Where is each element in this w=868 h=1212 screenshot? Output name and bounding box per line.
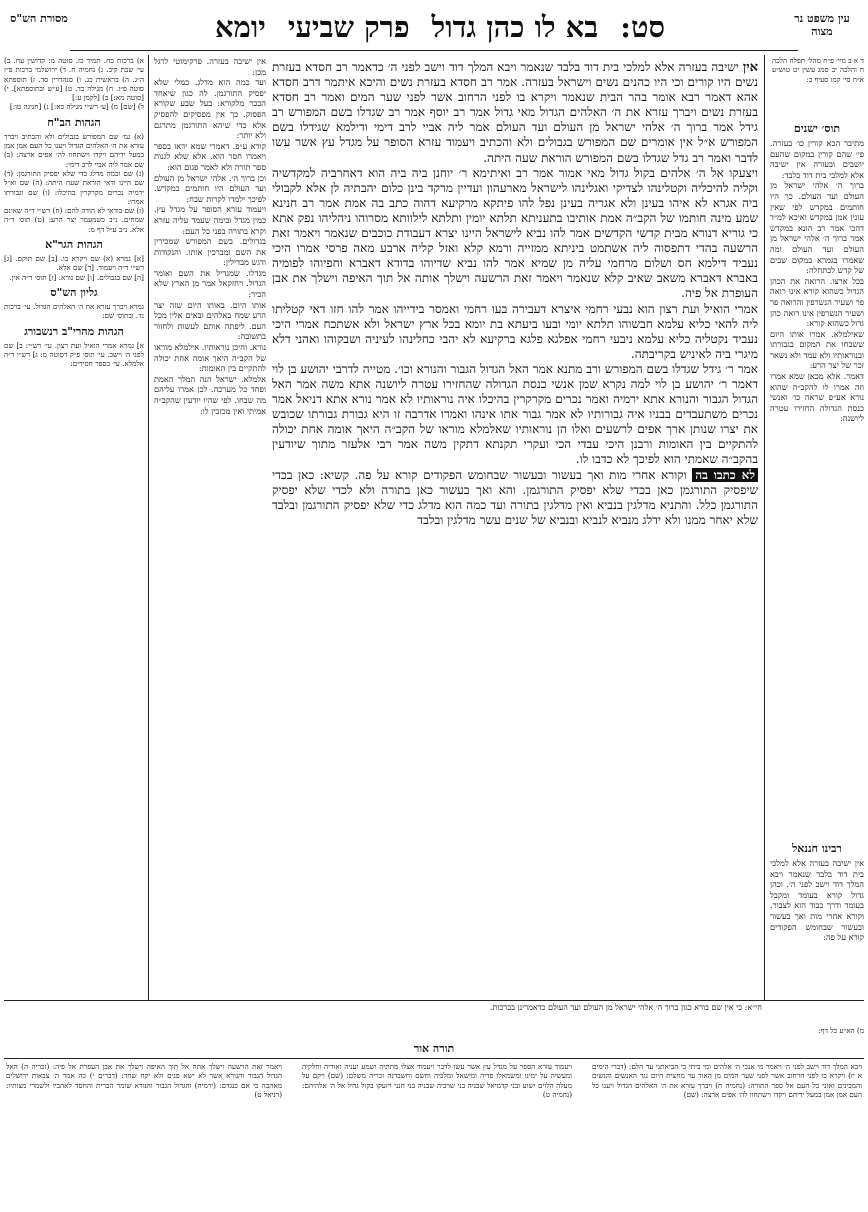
divider-right (764, 55, 765, 1000)
rashi-paragraph: מגדלו. שמגדיל את השם ואומר הגדול. ויחזקאל אמר מן הארץ שלא הכיר: (154, 267, 266, 300)
rashi-paragraph: נורא. והיכן נוראותיו. אילמלא מוראו של הקב״ה היאך אומה אחת יכולה להתקיים בין האומות: (154, 342, 266, 374)
gemara-paragraph: אמר ר׳ גידל שגדלו בשם המפורש ורב מתנא אמר האל הגדול הגבור והנורא וכו׳. מטייה לדרבי יהושע בן לוי דאמר ר׳ יהושע בן לוי למה נקרא שמן אנשי כנסת הגדולה שהחזירו עטרה ליושנה אתא משה אמר האל הגדול הגבור והנורא אתא ירמיה ואמר נכרים מקרקרין בהיכלו איה נוראותיו לא אמר נורא אתא דניאל אמר נכרים משתעבדים בבניו איה גבורותיו לא אמר גבור אתו אינהו ואמרו אדרבה זו היא גבורת גבורתו שכובש את יצרו שנותן ארך אפים לרשעים ואלו הן נוראותיו שאלמלא מוראו של הקב״ה היאך אומה אחת יכולה להתקיים בין האומות ורבנן היכי עבדי הכי ועקרי תקנתא דתקין משה אמר רבי אלעזר מתוך שיודעין בהקב״ה שאמתי הוא לפיכך לא כדבו לו. (272, 361, 758, 467)
torah-or-entry: ויבא המלך דוד וישב לפני ה׳ ויאמר מי אנכי ה׳ אלהים ומי ביתי כי הביאתני עד הלם: (דברי הימים א יז) ויקרא בו לפני הרחוב אשר לפני שער המים מן האור עד מחצית היום נגד האנשים והנשים והמבינים ואזני כל העם אל ספר התורה: (נחמיה ח) ויברך עזרא את ה׳ האלהים הגדול ויענו כל העם אמן אמן במעל ידיהם ויקדו וישתחוו לה׳ אפים ארצה: (שם) (592, 1062, 862, 1099)
masoret-label: מסורת הש"ס (10, 12, 68, 25)
torah-or-title: תורה אור (413, 1042, 455, 1055)
rabbeinu-title: רבינו חננאל (792, 842, 842, 855)
haggahot-hagra-entry: [ה] שם בגבולים. [ו] שם נורא. [ז] תוס׳ ד״ה אין. (9, 272, 144, 282)
gemara-opening-word: אין (742, 60, 758, 75)
chapter-title: בא לו כהן גדול (431, 10, 599, 44)
haggahot-bach-entry: (א) גמ׳ שם המפורש בגבולים ולא והכתיב ויברך עזרא את ה׳ האלהים הגדול ויענו כל העם אמן אמן במעל ידיהם ויקדו וישתחוו לה׳ אפים ארצה: (ב) שם אמר ליה אביי לרב דימי: (4, 131, 144, 169)
ein-mishpat (772, 56, 864, 114)
tosafot-paragraph: שאילמלא. אמרו אותו היום ששבחו את המקום בגבורתו ובנוראותיו ולא עמד ולא נשאר זכר של יצר הרע: (770, 328, 864, 371)
footer-rule (4, 1000, 864, 1001)
header-rule (70, 50, 798, 51)
haggahot-hagra-entry: [א] גמרא (א) שם ויקרא בו. [ב] שם תוקם. [ג] רש״י ד״ה ויעמוד. [ד] שם אלא. (4, 254, 144, 273)
tosafot-paragraph: דאמר. אלא מכאן שמא אמרו וזה אמרו לו להקב״ה שהוא נורא אע״פ שראה כו׳ ואנשי כנסת הגדולה החזירו עטרה ליושנה: (770, 371, 864, 424)
torah-or-entry: ויאמר זאת הרשעה וישלך אתה אל תוך האיפה וישלך את אבן העפרת אל פיה: (זכריה ה) האל הגדול הגבור והנורא אשר לא ישא פנים ולא יקח שחד: (דברים י) כה אמר ה׳ צבאות ירושלים מאהבה כי אם כנגדם: (ירמיה) והגדול הגבור והנורא שומר הברית והחסד לאהביו ולשמרי מצותיו: (דניאל ט) (6, 1062, 282, 1099)
page-header (180, 8, 700, 46)
haggahot-bach-entry: (ז) שם בודאי לא הודה להם: (ח) רש״י ד״ה שאינם שמחים. נ״ב כשמעמר יצר הרע: (ט) תוס׳ ד״ה אלא. נ״ב ע״ל דף מ: (4, 206, 144, 234)
rashi-paragraph: וכן ברוך ה׳. אלהי ישראל מן העולם ועד העולם היו חותמים במקדש. לפיכך ילמדו לקרות שבח: (154, 172, 266, 204)
ein-mishpat-label: עין משפט נר מצוה (794, 12, 850, 38)
footer-note (150, 1003, 762, 1025)
footer-bottom-note: מ) הא״ע כל דף: (818, 1026, 864, 1035)
tosafot-paragraph: ברוך ה׳ אלהי ישראל מן העולם ועד העולם. כך היו חותמים במקדש לפי שאין עונין אמן במקדש ואיכא למ״ד דהכי אמר רב הונא במקדש אמר ברוך ה׳ אלהי ישראל מן העולם ועד העולם ומה שאמרו בגמרא במקום שבים של קדש לכתחלה: (770, 180, 864, 276)
masoret-column (4, 56, 144, 996)
gemara-column (272, 60, 758, 990)
maharsha-entry: א] גמרא אמרי הואיל ועת רצון. עי׳ רש״י: ב] שם לפני ה׳ וישב. עי׳ תוס׳ פ״ק דסוטה מ: ג] רש״י ד״ה אלמלא. עי׳ בספר חסידים: (4, 340, 144, 369)
rashi-paragraph: ועד כמה הוא מדלג. כמלי שלא יפסיק התורגמן. לה כגון שיאחד הבכר מלקורא: בעל שבע שקורא הפסוק. כך אין מפסיקים להפסיק אלא כדי שיהא התורגמן מתרגם ולא יותר: (154, 77, 266, 141)
haggahot-hagra-title: הגהות הגר"א (45, 238, 103, 252)
rabbeinu-chananel (770, 838, 864, 993)
rashi-paragraph: אלמלא. ישראל הנה המלך האמת ופחד כל מערכה. לכן אמרו עליהם מה שבחו. לפי שהיו יודעין שהקב״ה אמיתי ואין מכזבין לו: (154, 373, 266, 416)
gemara-paragraph: אמרי הואיל ועת רצון הוא נבעי רחמי איצרא דעבירה בעו רחמי ואמסר בידייהו אמר להו חזו דאי קטליתו ליה להאי כליא עלמא חבשוהו תלתא יומי ובעו ביעתא בת יומא בכל ארץ ישראל ולא אשתכח אמרי היכי נעביד נקטליה כליא עלמא ניבעי רחמי אפלגא פלגא ברקיעא לא יהבי כחלינהו לעיניה ושבקוהו ואהני דלא מיגרי ביה לאיניש בקריבתה. (272, 301, 758, 361)
torah-or-col-middle (302, 1062, 572, 1202)
rashi-paragraph: בגדולים. בשם המפורש שמכירין את השם ומברכין אותו. והנקודות ודגש מבדילין: (154, 236, 266, 268)
page-number: סט: (620, 10, 665, 44)
gilyon-title: גליון הש"ס (50, 285, 98, 299)
rashi-paragraph: ויעמוד עזרא הסופר על מגדל עץ. כמין מגדל ובימה שעמד עליה עזרא וקרא בתורה בפני כל העם: (154, 204, 266, 236)
gemara-paragraph: ויצעקו אל ה׳ אלהים בקול גדול מאי אמור אמר רב ואיתימא ר׳ יוחנן ביה ביה הוא דאחרביה למקדשיה וקליה להיכליה וקטלינהו לצדיקי ואגלינהו לישראל מארעהון ועדיין מרקד בינן כלום יהבתיה לן אלא לקבולי ביה אגרא לא איהו בעינן ולא אגריה בעינן נפל להו פיתקא מרקיעא דהוה כתב בה אמת אמר רב חנינא שמע מינה חותמו של הקב״ה אמת אותיבו בתעניתא תלתא יומין ותלתא לילוותא מסרוהו ניהליהו נפק אתא כי גוריא דנורא מבית קדשי הקדשים אמר להו נביא לישראל היינו יצרא דעבודת כוכבים שנאמר ויאמר זאת הרשעה בהדי דתפסוה ליה אשתמט ביניתא ממזייה ורמא קלא ואזל קליה ארבע מאה פרסי אמרו היכי נעביד דילמא חס ושלום מרחמי עליה מן שמיא אמר להו נביא שדיוהו בדודא דאברא וחפיוהו לפומיה באברא דאברא משאב שאיב קלא שנאמר ויאמר זאת הרשעה וישלך אותה אל תוך האיפה וישלך את אבן העופרת אל פיה. (272, 165, 758, 301)
haggahot-bach-entry: (ג) שם וכמה מדלג כדי שלא יפסיק התורגמן: (ד) שם היינו ודאי הוראת שעה היתה: (ה) שם וא״ל ירמיה נכרים מקרקרין בהיכלו: (ו) שם וגבורתו אמרו: (4, 168, 144, 206)
masoret-entry: ל) [שם] מ) [ע׳ רש״י מגילה כא:] נ) [חגיגה טו:] (9, 102, 144, 112)
rashi-paragraph: אותו היום. באותו היום שזה יצר הרע שמח באלהים ובאים אליו מכל העם. ליפתה אותם לעשות ולחזור בתשובה: (154, 299, 266, 342)
rashi-paragraph: קורא ע״פ. דאמרי שמא יראו בספר ויאמרו חסר הוא. אלא שלא לגנות ספר תורה ולא לאמר פגום הוא: (154, 140, 266, 172)
tosafot-paragraph: מתיבר הכא קורין כו׳ בעזרה. פי׳ שהם קורין במקום שהעם יושבים ובעזרה אין ישיבה אלא למלכי בית דוד בלבד: (770, 138, 864, 180)
rashi-paragraph: אין ישיבה בעזרה. פרקימוטי לרגל מכן: (154, 56, 266, 77)
maharsha-title: הגהות מהרי"ב רנשבורג (24, 324, 124, 338)
rabbeinu-paragraph: אין ישיבה בעזרה אלא למלכי בית דוד בלבד שנאמר ויבא המלך דוד וישב לפני ה׳. וכהן גדול קורא בעומד ומקבל בעומד ודרך כבוד הוא לצבור. וקורא אחרי מות ואך בעשור ובעשור שבחומש הפקודים קורא על פה: (770, 858, 864, 943)
divider-left (148, 55, 149, 1000)
rashi-column (154, 56, 266, 996)
haggahot-bach-title: הגהות הב"ח (47, 115, 101, 129)
torah-or-entry: ויעמוד עזרא הספר על מגדל עץ אשר עשו לדבר ויעמוד אצלו מתתיה ושמע ועניה ואוריה וחלקיה ומעשיה על ימינו ומשמאלו פדיה ומישאל ומלכיה וחשם וחשבדנה זכריה משלם: (שם) ויקם על מעלה הלוים ישוע ובני קדמיאל שבניה בני שרביה שבניה בני חנני ויזעקו בקול גדול אל ה׳ אלהיהם: (נחמיה ט) (302, 1062, 572, 1099)
masoret-entry: א) ברכות כח. תמיד כז. סוטה מ: קדושין עח. ב) עי׳ שבת קיב. ג) נחמיה ח. ד) ירושלמי ברכות פ״ז ה״ג. ה) בראשית כג. ו) סנהדרין סד. ז) תוספתא סוטה פ״ז. ח) מגילה כד. ט) [ע״ש ובתוספתא]. י) [סוטה מא:] כ) [לקמן ע:] (4, 56, 144, 103)
tosafot-column (770, 118, 864, 838)
gemara-paragraph: וקורא אחרי מות ואך בעשור ובעשור שבחומש הפקודים קורא על פה. קשיא: כאן בכדי שיפסיק התורגמן כאן בכדי שלא יפסיק התורגמן. והא ואך בעשור כאן בתורה ולא לכדי שלא יפסיק התורגמן כלל. והתניא מדלגין בנביא ואין מדלגין בתורה ועד כמה הוא מדלג כדי שלא יפסיק התורגמן ובלבד שלא יאחר ממנו ולא ידלג מנביא לנביא ובנביא של שנים עשר מדלגין ובלבד (272, 467, 758, 527)
torah-or-col-right (592, 1062, 862, 1202)
torah-or-col-left (6, 1062, 282, 1202)
chapter-number: פרק שביעי (287, 10, 410, 44)
tosafot-paragraph: בכל ארצו. הרואה את הכהן הגדול כשהוא קורא אינו רואה פר ושעיר הנשרפין והרואה פר ושעיר הנשרפין אינו רואה כהן גדול כשהוא קורא: (770, 275, 864, 329)
torah-or-rule (4, 1058, 864, 1059)
boxed-phrase: לא כתבו בה (692, 468, 758, 482)
tosafot-title: תוס׳ ישנים (793, 122, 841, 135)
tractate-name: יומא (215, 10, 266, 44)
ein-mishpat-entry: ד א ב מיי׳ פ״ח מהל׳ תפלה הלכה ח והלכה יב סמג עשין יט טוש״ע א״ח סי׳ קמו סעיף ב: (772, 56, 864, 84)
gilyon-entry: גמרא ויברך עזרא את ה׳ האלהים הגדול. עי׳ ברכות נד. ובתוס׳ שם: (4, 301, 144, 321)
gemara-paragraph: ישיבה בעזרה אלא למלכי בית דוד בלבד שנאמר ויבא המלך דוד וישב לפני ה׳ כדאמר רב חסדא בעזרת נשים היו קורים וכי היו כהנים נשים וישראל בעזרה. אמר רב חסדא בעזרת נשים והיכא איתמר דרב חסדא אהא דאמר רבא אומר בהר הבית שנאמר ויקרא בו לפני הרחוב אשר לפני שער המים ואמר רב חסדא בעזרת נשים ויברך עזרא את ה׳ האלהים הגדול מאי גדול אמר רב יוסף אמר רב שגדלו בשם המפורש רב גידל אמר ברוך ה׳ אלהי ישראל מן העולם ועד העולם אמר ליה אביי לרב דימי ודילמא שגידלו בשם המפורש א״ל אין אומרים שם המפורש בגבולים ולא והכתיב ויעמוד עזרא הסופר על מגדל עץ אשר עשו לדבר ואמר רב גדל שגדלו בשם המפורש הוראת שעה היתה. (272, 60, 758, 165)
footer-top-note: חי״א: כי אין שם בורא כגון ברוך ה׳ אלהי ישראל מן העולם ועד העולם כדאמרינן בברכות. (489, 1003, 762, 1012)
